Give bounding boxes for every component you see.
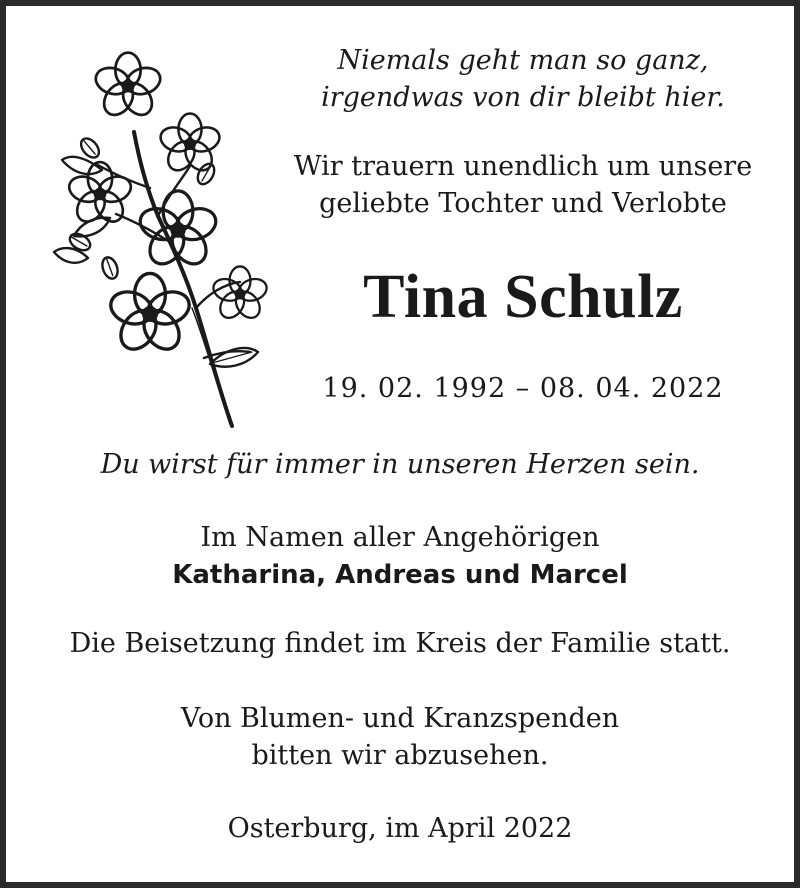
deceased-name: Tina Schulz (363, 263, 683, 331)
life-dates: 19. 02. 1992 – 08. 04. 2022 (322, 373, 724, 404)
flowers-note-line-2: bitten wir abzusehen. (251, 740, 549, 771)
burial-note: Die Beisetzung findet im Kreis der Familie statt. (69, 628, 731, 659)
motto-line-1: Niemals geht man so ganz, (337, 45, 709, 76)
motto-line-2: irgendwas von dir bleibt hier. (321, 82, 725, 113)
intro-line-2: geliebte Tochter und Verlobte (319, 188, 727, 219)
farewell-line: Du wirst für immer in unseren Herzen sein. (100, 449, 700, 480)
intro-line-1: Wir trauern unendlich um unsere (293, 151, 753, 182)
flowers-note-line-1: Von Blumen- und Kranzspenden (180, 703, 620, 734)
cherry-blossom-branch-icon (40, 46, 272, 432)
mourners-names: Katharina, Andreas und Marcel (172, 560, 628, 590)
mourners-intro: Im Namen aller Angehörigen (200, 522, 600, 553)
place-date: Osterburg, im April 2022 (227, 813, 573, 844)
